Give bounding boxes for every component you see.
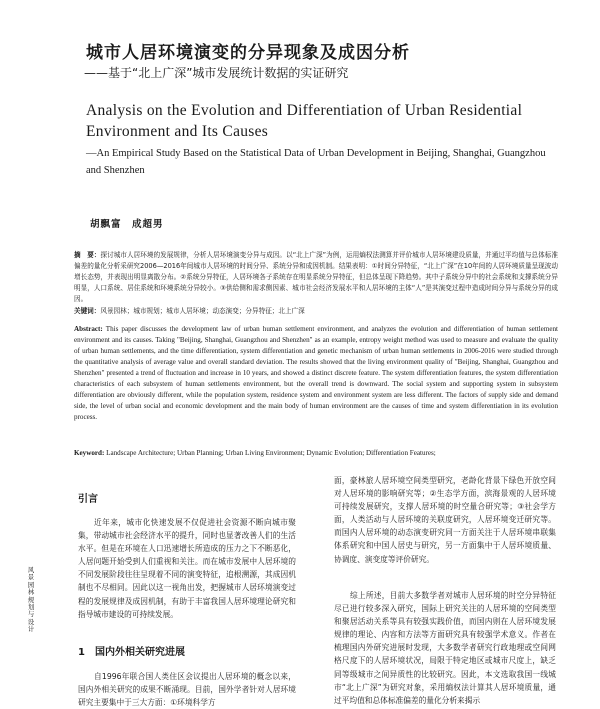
abstract-cn-text: 探讨城市人居环境的发展规律，分析人居环境演变分异与成因。以“北上广深”为例，运用熵权法测算并评价城市人居环境建设质量，并通过平均值与总体标准偏差的量化分析采研究2006—2016年间城市人居环境的时间分异、系统分异和成因机制。结果表明：①时间分异特征，“北上广深”在10年间的人居环境质量呈现波动增长态势，并表现出明显离散分布。②系统分异特征，人居环境各子系统存在明显系统分异特征，但总体呈现下降趋势。其中子系统分异中的社会系统和支撑系统分异明显，人口系统、居住系统和环境系统分异较小。③供给侧和需求侧因素、城市社会经济发展水平和人居环境的主体“人”是其演变过程中造成时间分异与系统分异的成因。 — [74, 251, 558, 304]
paper-title-en: Analysis on the Evolution and Differentiation of Urban Residential Environment and Its Causes — [86, 102, 523, 140]
abstract-en-label: Abstract: — [74, 325, 103, 333]
abstract-cn — [74, 250, 558, 305]
intro-heading: 引言 — [78, 494, 98, 505]
keywords-en-text: Landscape Architecture; Urban Planning; Urban Living Environment; Dynamic Evolution; Differentiation Features; — [106, 449, 436, 457]
keywords-en-label: Keyword: — [74, 449, 105, 457]
authors: 胡飘富 成超男 — [90, 219, 164, 230]
intro-paragraph: 近年来，城市化快速发展不仅促进社会资源不断向城市聚集，带动城市社会经济水平的提升，同时也显著改善人们的生活水平。但是在环境在人口迅速增长所造成的压力之下不断恶化，人居问题开始受到人们重视和关注。而在城市发展中人居环境的不同发展阶段往往呈现着不同的演变特征，追根溯源，其成因机制也不尽相同。因此以这一视角出发，把握城市人居环境演变过程的发展规律及成因机制，有助于丰富我国人居环境理论研究和指导城市建设的可持续发展。 — [78, 518, 296, 619]
paper-subtitle-cn: ——基于“北上广深”城市发展统计数据的实证研究 — [84, 66, 349, 80]
section1-heading: 1 国内外相关研究进展 — [78, 647, 185, 658]
section1-paragraph: 自1996年联合国人类住区会议提出人居环境的概念以来，国内外相关研究的成果不断涌现。目前，国外学者针对人居环境研究主要集中于三大方面：①环境科学方 — [78, 672, 296, 708]
abstract-cn-label: 摘 要： — [74, 251, 101, 259]
abstract-en — [74, 324, 558, 423]
keywords-cn-label: 关键词： — [74, 307, 101, 315]
abstract-en-text: This paper discusses the development law of urban human settlement environment, and analyzes the evolution and differentiation of human settlement environment and its causes. Taking "Beijing, Shanghai, Guangzhou and Shenzhen" as an example, entropy weight method was used to measure and evaluate the quality of urban human settlements, and the time differentiation, system differentiation and genetic mechanism of urban human settlements in 2006-2016 were studied through the quantitative analysis of average value and overall standard deviation. The results showed that the living environment quality of "Beijing, Shanghai, Guangzhou and Shenzhen" presented a trend of fluctuation and increase in 10 years, and showed a distinct discrete feature. The system differentiation features, the system differentiation characteristics of each subsystem of human settlements environment, but the overall trend is downward. The social system and supporting system in subsystem differentiation are obviously different, while the population system, residence system and environment system are less different. The factors of supply side and demand side, the level of urban social and economic development and the main body of human environment are the causes of time and system differentiation in its evolution process. — [74, 325, 558, 421]
keywords-cn — [74, 306, 558, 317]
paper-subtitle-en: —An Empirical Study Based on the Statistical Data of Urban Development in Beijing, Shanghai, Guangzhou and Shenzhen — [86, 148, 546, 176]
right-column-paragraph-2: 综上所述，目前大多数学者对城市人居环境的时空分异特征尽已进行较多深入研究，国际上研究关注的人居环境的空间类型和聚居活动关系等具有较强实践价值，而国内则在人居环境发展规律的理论、内容和方法等方面研究具有较强学术意义。作者在梳理国内外研究进展时发现，大多数学者研究行政地理或空间网格尺度下的人居环境状况，局限于特定地区或城市尺度上，缺乏同等级城市之间异质性的比较研究。因此，本文选取我国一线城市“北上广深”为研究对象，采用熵权法计算其人居环境质量，通过平均值和总体标准偏差的量化分析来揭示 — [334, 591, 556, 705]
keywords-en — [74, 448, 558, 459]
journal-section-label: 风景园林规划与设计 — [27, 566, 35, 634]
paper-title-cn: 城市人居环境演变的分异现象及成因分析 — [86, 43, 410, 63]
right-column-paragraph-1: 面，豪林旅人居环境空间类型研究，老龄化背景下绿色开放空间对人居环境的影响研究等；②生态学方面，滨海景观的人居环境可持续发展研究，支撑人居环境的时空量合研究等；③社会学方面，人类活动与人居环境的关联度研究，人居环境变迁研究等。而国内人居环境的动态演变研究同一方面关注于人居环境串联集体系研究和中国人居史与研究，另一方面集中于人居环境质量、协调度、演变度等评价研究。 — [334, 476, 556, 564]
keywords-cn-text: 风景园林；城市规划；城市人居环境；动态演变；分异特征；北上广深 — [100, 307, 305, 315]
